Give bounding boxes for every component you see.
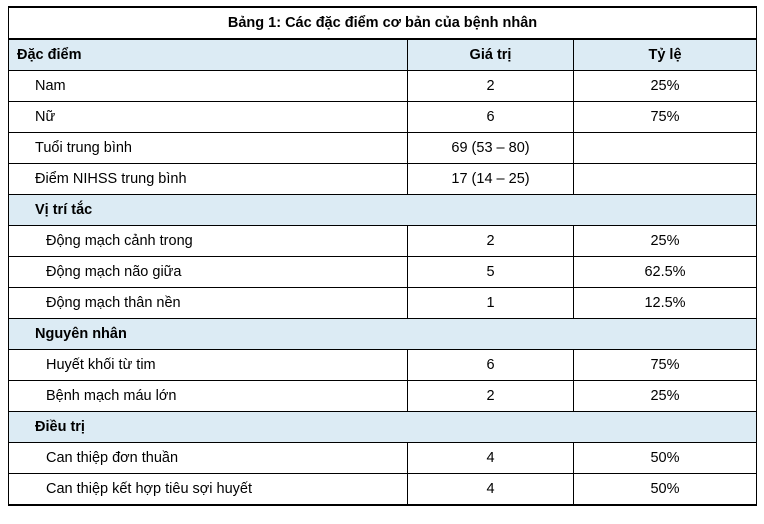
row-label: Điểm NIHSS trung bình [9,164,408,195]
row-ratio: 75% [574,350,757,381]
row-label: Huyết khối từ tim [9,350,408,381]
header-value: Giá trị [408,39,574,71]
table-row [9,226,757,257]
row-value: 2 [408,71,574,102]
section-row-occlusion-site [9,195,757,226]
row-label: Nam [9,71,408,102]
row-label: Can thiệp đơn thuần [9,443,408,474]
row-value: 4 [408,443,574,474]
table-row [9,102,757,133]
section-title: Điều trị [9,412,757,443]
row-value: 5 [408,257,574,288]
row-value: 2 [408,381,574,412]
row-ratio: 75% [574,102,757,133]
row-ratio [574,164,757,195]
row-ratio: 25% [574,381,757,412]
row-value: 6 [408,350,574,381]
row-ratio: 25% [574,71,757,102]
row-label: Nữ [9,102,408,133]
table-row [9,133,757,164]
table-title-row [9,7,757,39]
table-title: Bảng 1: Các đặc điểm cơ bản của bệnh nhân [9,7,757,39]
row-value: 69 (53 – 80) [408,133,574,164]
section-row-cause [9,319,757,350]
table-row [9,474,757,506]
header-characteristic: Đặc điểm [9,39,408,71]
patient-characteristics-table [8,6,757,506]
row-ratio: 62.5% [574,257,757,288]
table-row [9,257,757,288]
section-title: Vị trí tắc [9,195,757,226]
table-row [9,381,757,412]
table-row [9,350,757,381]
row-value: 6 [408,102,574,133]
table-row [9,164,757,195]
row-ratio: 12.5% [574,288,757,319]
row-ratio: 25% [574,226,757,257]
row-ratio: 50% [574,443,757,474]
table-row [9,71,757,102]
row-label: Can thiệp kết hợp tiêu sợi huyết [9,474,408,506]
row-label: Động mạch cảnh trong [9,226,408,257]
row-value: 2 [408,226,574,257]
table-row [9,288,757,319]
row-label: Động mạch não giữa [9,257,408,288]
section-row-treatment [9,412,757,443]
row-value: 17 (14 – 25) [408,164,574,195]
table-row [9,443,757,474]
table-header-row [9,39,757,71]
row-label: Động mạch thân nền [9,288,408,319]
header-ratio: Tỷ lệ [574,39,757,71]
row-label: Tuổi trung bình [9,133,408,164]
row-ratio [574,133,757,164]
row-ratio: 50% [574,474,757,506]
row-label: Bệnh mạch máu lớn [9,381,408,412]
section-title: Nguyên nhân [9,319,757,350]
row-value: 4 [408,474,574,506]
row-value: 1 [408,288,574,319]
